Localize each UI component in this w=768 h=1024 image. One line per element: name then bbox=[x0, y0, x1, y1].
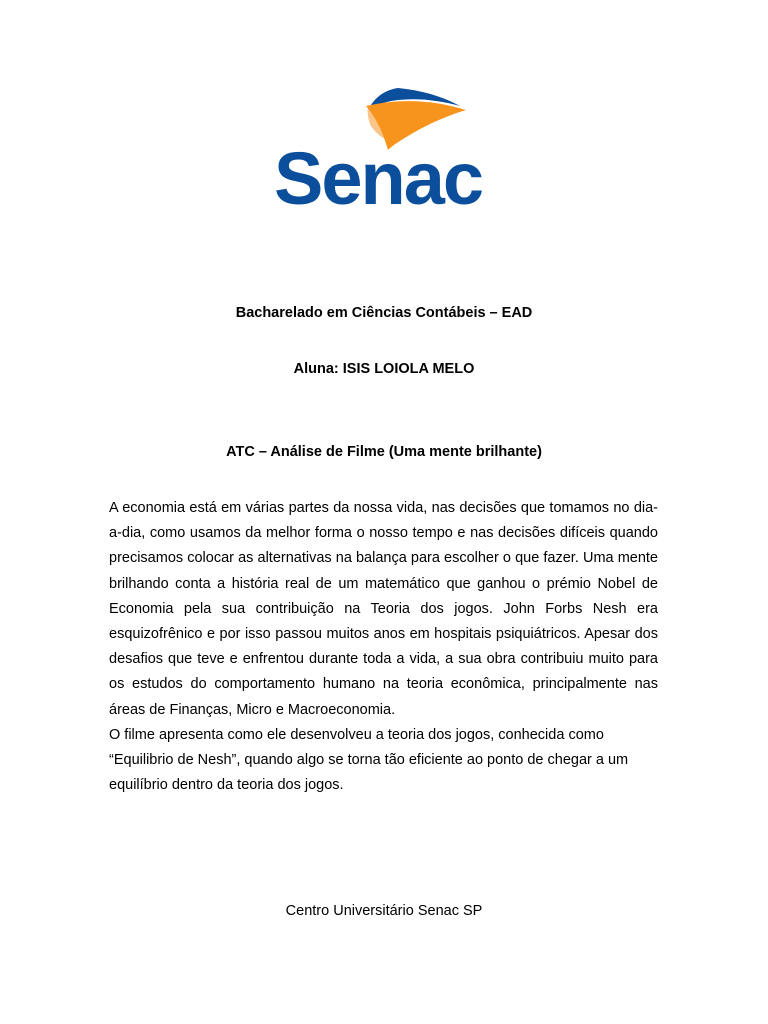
student-name: Aluna: ISIS LOIOLA MELO bbox=[293, 361, 475, 377]
senac-logo bbox=[270, 80, 500, 215]
paragraph-1: A economia está em várias partes da nossa vida, nas decisões que tomamos no dia-a-dia, como usamos da melhor forma o nosso tempo e nas decisões difíceis quando precisamos colocar as alternativas na balança para escolher o que fazer. Uma mente brilhando conta a história real de um matemático que ganhou o prémio Nobel de Economia pela sua contribuição na Teoria dos jogos. John Forbs Nesh era esquizofrênico e por isso passou muitos anos em hospitais psiquiátricos. Apesar dos desafios que teve e enfrentou durante toda a vida, a sua obra contribuiu muito para os estudos do comportamento humano na teoria econômica, principalmente nas áreas de Finanças, Micro e Macroeconomia. bbox=[109, 500, 658, 718]
footer-institution: Centro Universitário Senac SP bbox=[285, 903, 483, 919]
body-text bbox=[109, 496, 658, 798]
paragraph-2: O filme apresenta como ele desenvolveu a teoria dos jogos, conhecida como “Equilibrio de Nesh”, quando algo se torna tão eficiente ao ponto de chegar a um equilíbrio dentro da teoria dos jogos. bbox=[109, 726, 629, 794]
course-heading: Bacharelado em Ciências Contábeis – EAD bbox=[235, 305, 533, 321]
logo-wordmark: Senac bbox=[274, 137, 483, 215]
assignment-title: ATC – Análise de Filme (Uma mente brilhante) bbox=[226, 444, 542, 460]
senac-logo-graphic bbox=[270, 80, 500, 215]
